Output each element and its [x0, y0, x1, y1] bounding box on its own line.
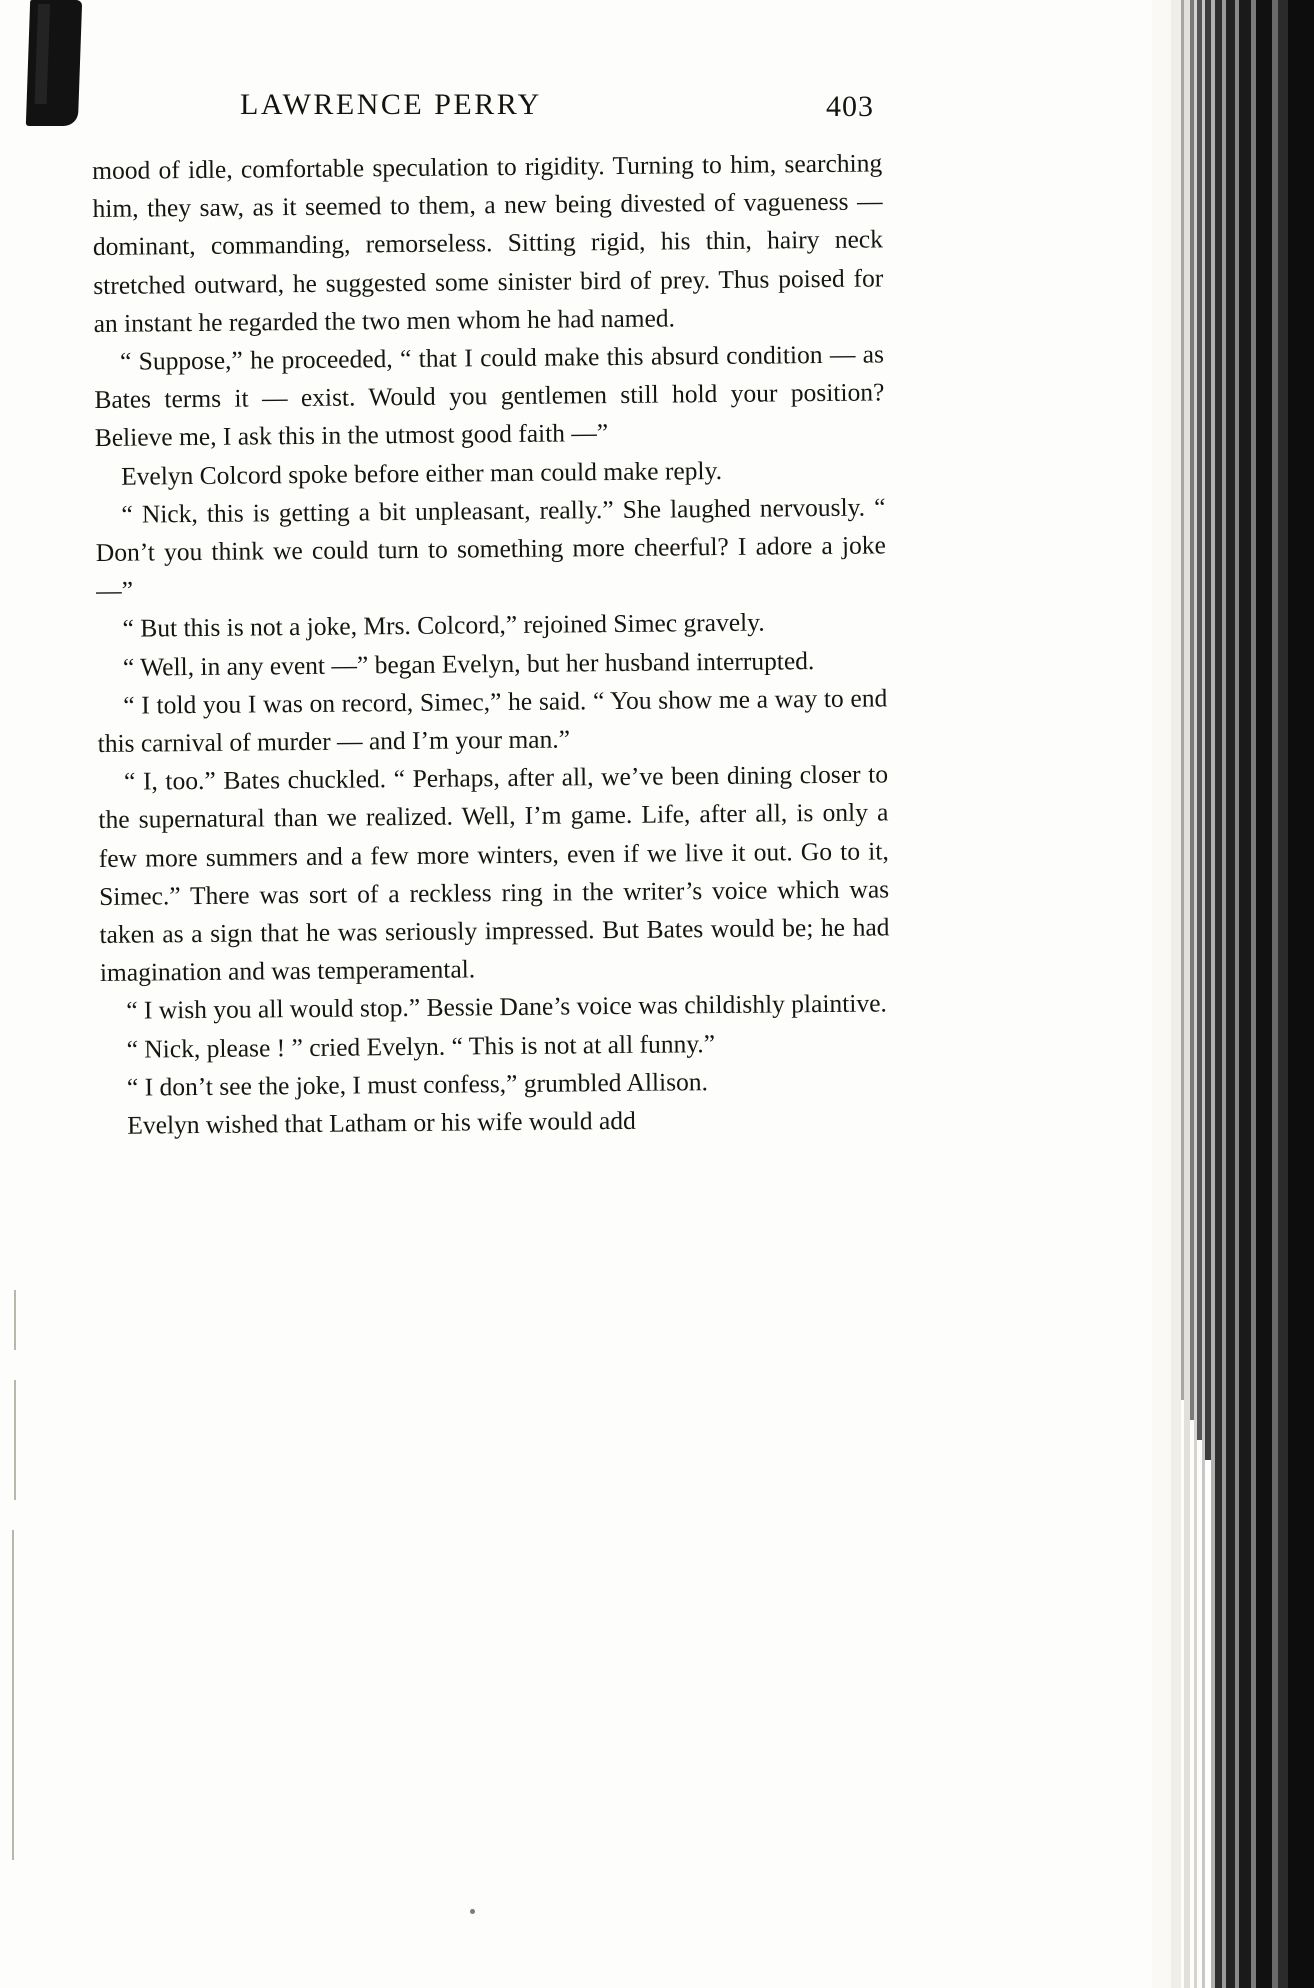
- running-title: LAWRENCE PERRY: [240, 88, 542, 121]
- binding-band: [1202, 0, 1205, 1988]
- binding-band: [1181, 0, 1184, 1400]
- binding-band: [1197, 0, 1202, 1440]
- binding-band: [1205, 0, 1211, 1460]
- binding-band: [1190, 0, 1194, 1420]
- binding-band: [1171, 0, 1181, 1988]
- scan-artifact-blotch: [26, 0, 82, 126]
- gutter-line-bottom: [12, 1530, 14, 1860]
- paragraph: “ Suppose,” he proceeded, “ that I could make this absurd condition — as Bates terms it — exist. Would you gentlemen still hold your position? Believe me, I ask this in the utmost good faith —”: [94, 339, 885, 453]
- gutter-line-upper: [14, 1290, 16, 1350]
- page-content: [92, 0, 890, 1988]
- paragraph: “ I told you I was on record, Simec,” he said. “ You show me a way to end this carnival of murder — and I’m your man.”: [97, 683, 888, 759]
- body-text: [92, 144, 891, 1145]
- binding-band: [1278, 0, 1288, 1988]
- binding-band: [1251, 0, 1256, 1988]
- scan-speck: [470, 1909, 475, 1914]
- page-header: [92, 88, 882, 130]
- paragraph: Evelyn wished that Latham or his wife would add: [127, 1105, 636, 1140]
- binding-band: [1184, 0, 1190, 1988]
- paragraph: Evelyn Colcord spoke before either man could make reply.: [120, 455, 723, 491]
- paragraph: “ Well, in any event —” began Evelyn, but her husband interrupted.: [122, 645, 815, 682]
- paragraph: “ But this is not a joke, Mrs. Colcord,” rejoined Simec gravely.: [122, 608, 765, 644]
- paragraph: “ Nick, please ! ” cried Evelyn. “ This is not at all funny.”: [126, 1028, 716, 1064]
- binding-band: [1215, 0, 1222, 1988]
- binding-band: [1152, 0, 1171, 1988]
- page-number: 403: [826, 90, 874, 123]
- paragraph: “ I wish you all would stop.” Bessie Dane’s voice was childishly plaintive.: [126, 988, 887, 1026]
- gutter-line-lower: [14, 1380, 16, 1500]
- paragraph: “ I don’t see the joke, I must confess,” grumbled Allison.: [126, 1067, 709, 1102]
- binding-band: [1272, 0, 1278, 1988]
- binding-band: [1222, 0, 1226, 1988]
- binding-band: [1235, 0, 1239, 1988]
- binding-band: [1194, 0, 1197, 1988]
- binding-shadow: [1152, 0, 1314, 1988]
- paragraph: “ Nick, this is getting a bit unpleasant, really.” She laughed nervously. “ Don’t you think we could turn to something more cheerful? I adore a joke —”: [95, 492, 886, 606]
- binding-band: [1288, 0, 1314, 1988]
- binding-band: [1239, 0, 1251, 1988]
- binding-band: [1226, 0, 1235, 1988]
- binding-band: [1256, 0, 1272, 1988]
- paragraph: mood of idle, comfortable speculation to rigidity. Turning to him, searching him, they saw, as it seemed to them, a new being divested of vagueness — dominant, commanding, remorseless. Sitting rigid, his thin, hairy neck stretched outward, he suggested some sinister bird of prey. Thus poised for an instant he regarded the two men whom he had named.: [92, 148, 884, 338]
- paragraph: “ I, too.” Bates chuckled. “ Perhaps, after all, we’ve been dining closer to the supernatural than we realized. Well, I’m game. Life, after all, is only a few more summers and a few more winters, even if we live it out. Go to it, Simec.” There was sort of a reckless ring in the writer’s voice which was taken as a sign that he was seriously impressed. But Bates would be; he had imagination and was temperamental.: [98, 759, 890, 988]
- binding-band: [1211, 0, 1215, 1988]
